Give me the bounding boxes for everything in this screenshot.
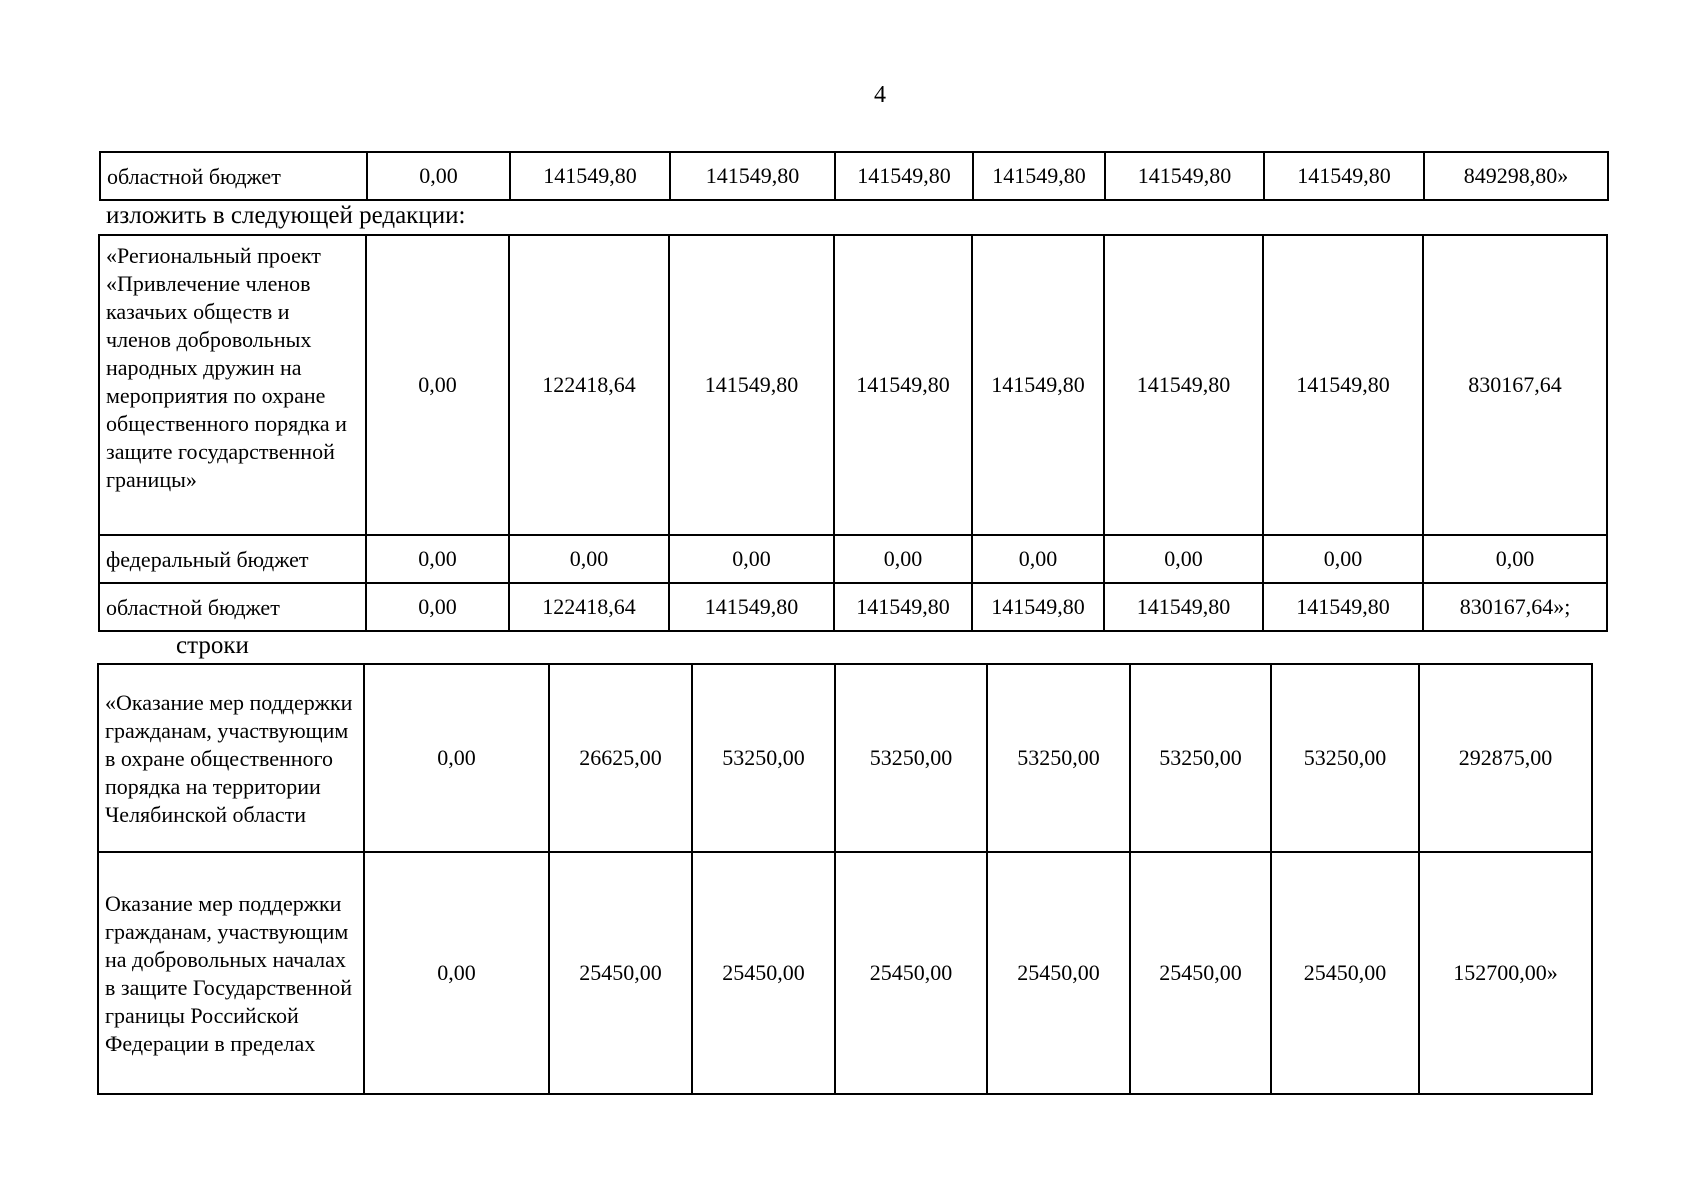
value-cell: 830167,64	[1423, 235, 1607, 535]
page-number: 4	[874, 82, 886, 108]
table-row	[98, 664, 1592, 852]
value-cell: 0,00	[972, 535, 1104, 583]
value-cell: 53250,00	[1271, 664, 1419, 852]
value-cell: 141549,80	[973, 152, 1105, 200]
value-cell: 0,00	[364, 852, 549, 1094]
budget-table-previous	[99, 151, 1609, 201]
row-label: областной бюджет	[100, 152, 367, 200]
value-cell: 141549,80	[669, 235, 834, 535]
row-label: федеральный бюджет	[99, 535, 366, 583]
table-row	[100, 152, 1608, 200]
caption-rows: строки	[176, 632, 249, 659]
value-cell: 0,00	[366, 535, 509, 583]
value-cell: 53250,00	[835, 664, 987, 852]
caption-new-edition: изложить в следующей редакции:	[106, 202, 466, 229]
value-cell: 0,00	[834, 535, 972, 583]
row-label: «Оказание мер поддержки гражданам, участвующим в охране общественного порядка на территории Челябинской области	[98, 664, 364, 852]
table-row	[99, 235, 1607, 535]
row-label: «Региональный проект «Привлечение членов казачьих обществ и членов добровольных народных дружин на мероприятия по охране общественного порядка и защите государственной границы»	[99, 235, 366, 535]
value-cell: 849298,80»	[1424, 152, 1608, 200]
value-cell: 141549,80	[1104, 235, 1263, 535]
value-cell: 141549,80	[1263, 235, 1423, 535]
value-cell: 141549,80	[510, 152, 670, 200]
value-cell: 141549,80	[669, 583, 834, 631]
value-cell: 141549,80	[1263, 583, 1423, 631]
value-cell: 25450,00	[1130, 852, 1271, 1094]
value-cell: 141549,80	[1104, 583, 1263, 631]
value-cell: 830167,64»;	[1423, 583, 1607, 631]
value-cell: 141549,80	[1105, 152, 1264, 200]
value-cell: 152700,00»	[1419, 852, 1592, 1094]
value-cell: 0,00	[1104, 535, 1263, 583]
value-cell: 141549,80	[670, 152, 835, 200]
budget-table-new-edition	[98, 234, 1608, 632]
value-cell: 53250,00	[1130, 664, 1271, 852]
value-cell: 25450,00	[1271, 852, 1419, 1094]
value-cell: 122418,64	[509, 583, 669, 631]
value-cell: 25450,00	[835, 852, 987, 1094]
value-cell: 141549,80	[834, 235, 972, 535]
table-row	[98, 852, 1592, 1094]
value-cell: 0,00	[364, 664, 549, 852]
value-cell: 53250,00	[692, 664, 835, 852]
value-cell: 25450,00	[549, 852, 692, 1094]
row-label: областной бюджет	[99, 583, 366, 631]
value-cell: 141549,80	[972, 583, 1104, 631]
value-cell: 0,00	[366, 235, 509, 535]
row-label: Оказание мер поддержки гражданам, участвующим на добровольных началах в защите Государственной границы Российской Федерации в пределах	[98, 852, 364, 1094]
value-cell: 0,00	[669, 535, 834, 583]
value-cell: 25450,00	[692, 852, 835, 1094]
value-cell: 141549,80	[972, 235, 1104, 535]
value-cell: 0,00	[509, 535, 669, 583]
value-cell: 141549,80	[1264, 152, 1424, 200]
table-row	[99, 583, 1607, 631]
table-row	[99, 535, 1607, 583]
value-cell: 141549,80	[834, 583, 972, 631]
support-measures-table	[97, 663, 1593, 1095]
value-cell: 122418,64	[509, 235, 669, 535]
value-cell: 25450,00	[987, 852, 1130, 1094]
value-cell: 292875,00	[1419, 664, 1592, 852]
value-cell: 0,00	[367, 152, 510, 200]
value-cell: 0,00	[366, 583, 509, 631]
value-cell: 0,00	[1263, 535, 1423, 583]
value-cell: 26625,00	[549, 664, 692, 852]
value-cell: 53250,00	[987, 664, 1130, 852]
value-cell: 0,00	[1423, 535, 1607, 583]
value-cell: 141549,80	[835, 152, 973, 200]
